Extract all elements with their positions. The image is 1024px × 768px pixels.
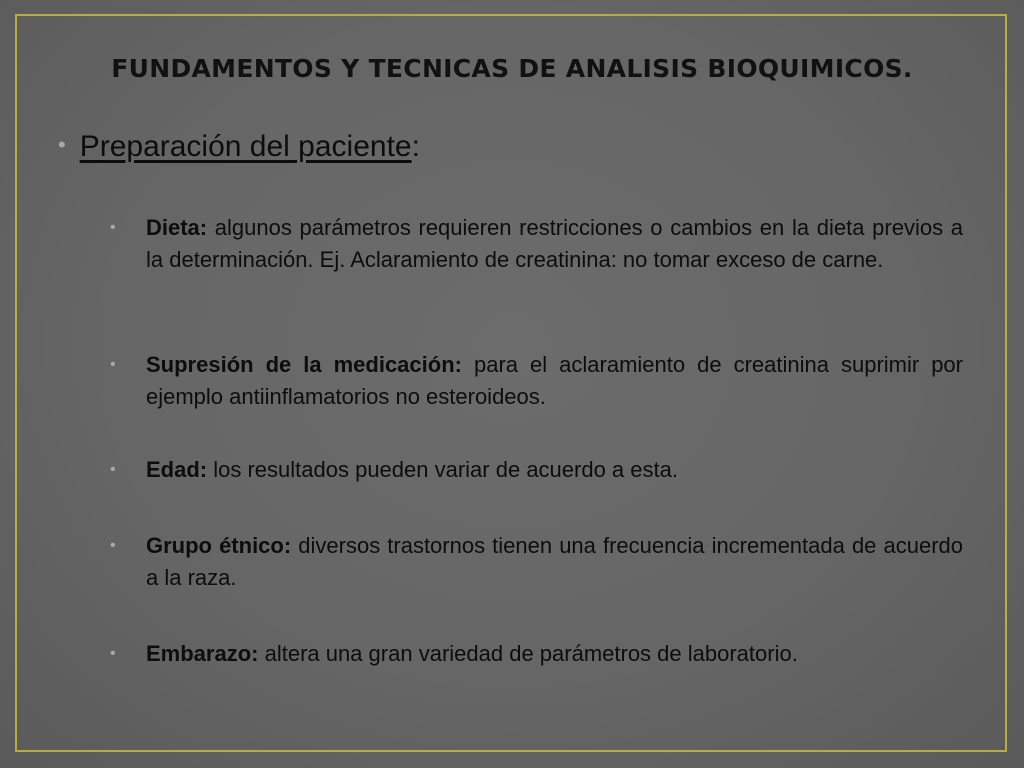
list-item-dieta [110, 212, 963, 275]
item-text: altera una gran variedad de parámetros de laboratorio. [258, 641, 798, 666]
subheading [58, 130, 420, 164]
subheading-text: Preparación del paciente [79, 130, 412, 163]
list-item-grupo-etnico [110, 530, 963, 593]
item-term: Edad: [146, 457, 208, 482]
item-text: diversos trastornos tienen una frecuencia incrementada de acuerdo a la raza. [146, 533, 963, 590]
item-text: algunos parámetros requieren restricciones o cambios en la dieta previos a la determinación. Ej. Aclaramiento de creatinina: no tomar exceso de carne. [146, 215, 963, 272]
item-text: los resultados pueden variar de acuerdo a esta. [207, 457, 678, 482]
subheading-bullet: • [58, 132, 66, 157]
item-term: Dieta: [146, 215, 208, 240]
item-term: Grupo étnico: [146, 533, 292, 558]
bullet-icon: • [110, 645, 116, 662]
list-item-embarazo [110, 638, 798, 670]
bullet-icon: • [110, 461, 116, 478]
bullet-icon: • [110, 356, 116, 373]
item-text: para el aclaramiento de creatinina suprimir por ejemplo antiinflamatorios no esteroideos. [146, 352, 963, 409]
item-term: Supresión de la medicación: [146, 352, 462, 377]
bullet-icon: • [110, 219, 116, 236]
bullet-icon: • [110, 537, 116, 554]
list-item-edad [110, 454, 678, 486]
item-term: Embarazo: [146, 641, 259, 666]
subheading-colon: : [411, 130, 420, 163]
list-item-medicacion [110, 349, 963, 412]
slide-title: FUNDAMENTOS Y TECNICAS DE ANALISIS BIOQUIMICOS. [111, 54, 913, 83]
